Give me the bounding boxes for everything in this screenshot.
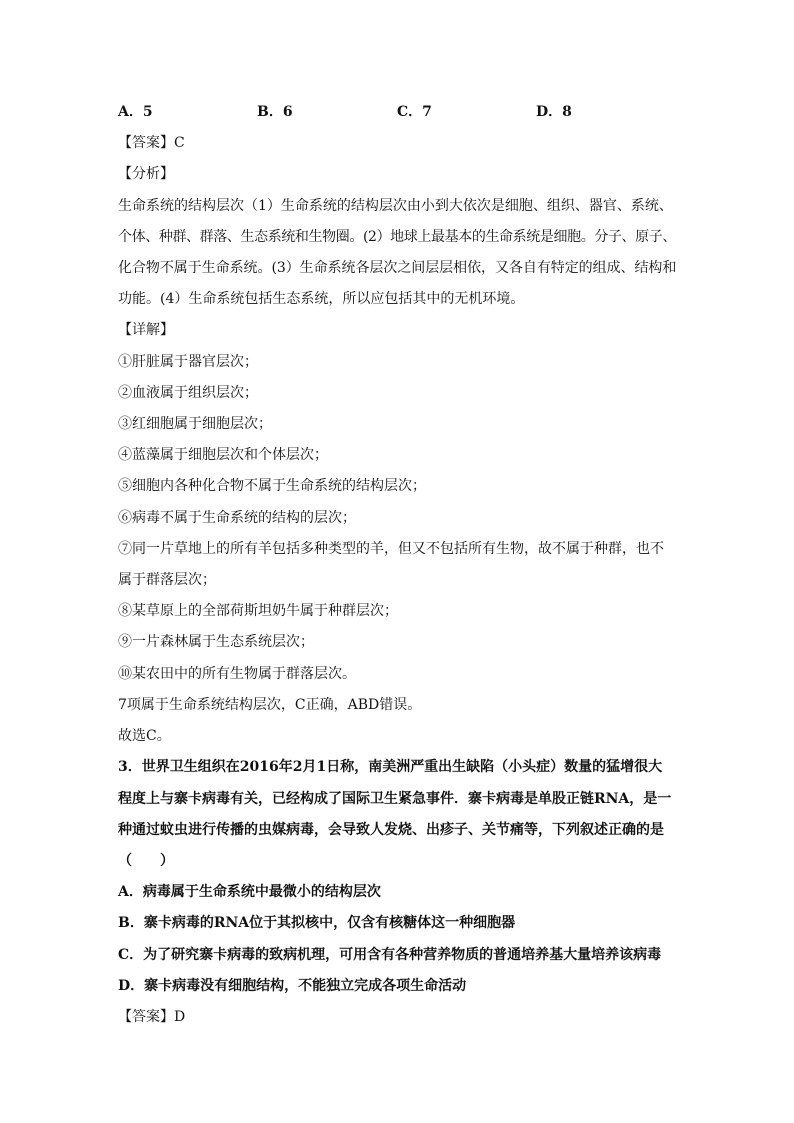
q3-stem-line: 3．世界卫生组织在2016年2月1日称，南美洲严重出生缺陷（小头症）数量的猛增很大	[118, 759, 663, 775]
q2-detail-line: ③红细胞属于细胞层次；	[118, 416, 272, 432]
q2-option-d: D．8	[536, 104, 572, 120]
q2-detail-line: ⑥病毒不属于生命系统的结构的层次；	[118, 510, 356, 526]
q2-detail-line: ④蓝藻属于细胞层次和个体层次；	[118, 447, 328, 463]
q2-analysis-line: 化合物不属于生命系统。(3）生命系统各层次之间层层相依，又各自有特定的组成、结构和	[118, 260, 676, 276]
q3-answer: 【答案】D	[118, 1009, 186, 1025]
q2-analysis-heading: 【分析】	[118, 166, 174, 182]
q2-detail-line: ⑨一片森林属于生态系统层次；	[118, 634, 314, 650]
q2-analysis-line: 生命系统的结构层次（1）生命系统的结构层次由小到大依次是细胞、组织、器官、系统、	[118, 198, 673, 214]
q3-option-c: C．为了研究寨卡病毒的致病机理，可用含有各种营养物质的普通培养基大量培养该病毒	[118, 947, 662, 963]
q2-detail-line: ⑤细胞内各种化合物不属于生命系统的结构层次；	[118, 478, 426, 494]
q2-detail-line: ⑩某农田中的所有生物属于群落层次。	[118, 666, 356, 682]
q3-option-d: D．寨卡病毒没有细胞结构，不能独立完成各项生命活动	[118, 978, 467, 994]
q2-detail-line: 7项属于生命系统结构层次，C正确，ABD错误。	[118, 697, 422, 713]
q3-stem-line: 程度上与寨卡病毒有关，已经构成了国际卫生紧急事件．寨卡病毒是单股正链RNA，是一	[118, 791, 672, 807]
q3-option-a: A．病毒属于生命系统中最微小的结构层次	[118, 884, 381, 900]
q2-analysis-line: 功能。(4）生命系统包括生态系统，所以应包括其中的无机环境。	[118, 291, 525, 307]
q2-detail-line: 属于群落层次；	[118, 572, 216, 588]
q2-detail-line: ⑦同一片草地上的所有羊包括多种类型的羊，但又不包括所有生物，故不属于种群，也不	[118, 541, 664, 557]
q2-detail-line: ②血液属于组织层次；	[118, 385, 258, 401]
q3-stem-line: （ ）	[118, 853, 174, 869]
q2-detail-line: ⑧某草原上的全部荷斯坦奶牛属于种群层次；	[118, 603, 398, 619]
q3-stem-line: 种通过蚊虫进行传播的虫媒病毒，会导致人发烧、出疹子、关节痛等，下列叙述正确的是	[118, 822, 664, 838]
q2-detail-line: ①肝脏属于器官层次；	[118, 354, 258, 370]
q2-detail-line: 故选C。	[118, 728, 171, 744]
q2-answer: 【答案】C	[118, 135, 185, 151]
q2-detail-heading: 【详解】	[118, 322, 174, 338]
q2-option-b: B．6	[257, 104, 293, 120]
q2-analysis-line: 个体、种群、群落、生态系统和生物圈。(2）地球上最基本的生命系统是细胞。分子、原子、	[118, 229, 676, 245]
q3-option-b: B．寨卡病毒的RNA位于其拟核中，仅含有核糖体这一种细胞器	[118, 915, 516, 931]
q2-option-c: C．7	[397, 104, 432, 120]
q2-option-a: A．5	[118, 104, 153, 120]
